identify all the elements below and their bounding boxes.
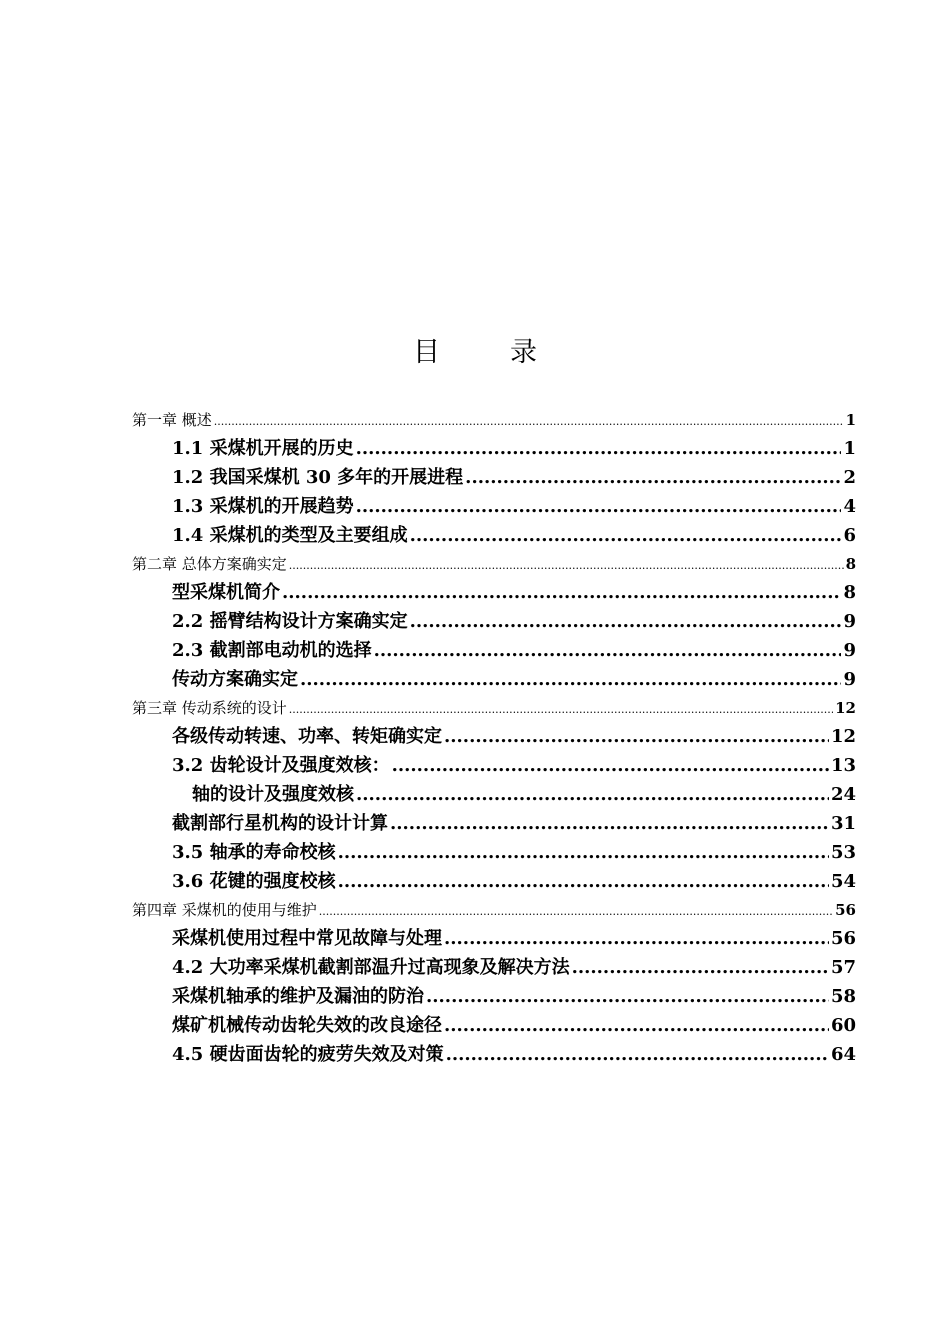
toc-entry-page-number: 1 — [843, 438, 856, 459]
toc-dot-leader — [289, 696, 833, 724]
toc-section-entry[interactable] — [132, 809, 856, 838]
toc-entry-page-number: 56 — [830, 928, 856, 949]
toc-dot-leader — [410, 521, 842, 550]
toc-section-entry[interactable] — [132, 780, 856, 809]
toc-entry-page-number: 64 — [830, 1044, 856, 1065]
toc-entry-label: 3.2 齿轮设计及强度效核： — [172, 755, 390, 776]
toc-dot-leader — [446, 1040, 829, 1069]
toc-entry-label: 3.6 花键的强度校核 — [172, 871, 336, 892]
toc-entry-page-number: 54 — [830, 871, 856, 892]
toc-entry-label: 截割部行星机构的设计计算 — [172, 813, 388, 834]
toc-dot-leader — [444, 1011, 829, 1040]
toc-entry-label: 采煤机使用过程中常见故障与处理 — [172, 928, 442, 949]
toc-entry-label: 1.3 采煤机的开展趋势 — [172, 496, 354, 517]
toc-entry-label: 第三章 传动系统的设计 — [132, 699, 287, 717]
toc-entry-page-number: 57 — [830, 957, 856, 978]
toc-section-entry[interactable] — [132, 1040, 856, 1069]
toc-entry-page-number: 58 — [830, 986, 856, 1007]
toc-entry-page-number: 8 — [845, 555, 856, 573]
toc-entry-label: 2.2 摇臂结构设计方案确实定 — [172, 611, 408, 632]
toc-entry-label: 2.3 截割部电动机的选择 — [172, 640, 372, 661]
toc-section-entry[interactable] — [132, 1011, 856, 1040]
toc-dot-leader — [338, 838, 829, 867]
toc-entry-label: 传动方案确实定 — [172, 669, 298, 690]
toc-entry-page-number: 9 — [843, 669, 856, 690]
toc-dot-leader — [374, 636, 842, 665]
toc-section-entry[interactable] — [132, 982, 856, 1011]
toc-section-entry[interactable] — [132, 607, 856, 636]
toc-section-entry[interactable] — [132, 665, 856, 694]
toc-dot-leader — [356, 492, 842, 521]
toc-entry-page-number: 12 — [830, 726, 856, 747]
toc-section-entry[interactable] — [132, 867, 856, 896]
toc-dot-leader — [289, 552, 844, 580]
toc-entry-page-number: 9 — [843, 640, 856, 661]
toc-section-entry[interactable] — [132, 463, 856, 492]
toc-entry-page-number: 4 — [843, 496, 856, 517]
toc-dot-leader — [426, 982, 829, 1011]
toc-dot-leader — [356, 434, 842, 463]
toc-entry-page-number: 9 — [843, 611, 856, 632]
toc-dot-leader — [300, 665, 841, 694]
toc-dot-leader — [392, 751, 829, 780]
toc-section-entry[interactable] — [132, 578, 856, 607]
toc-dot-leader — [444, 722, 829, 751]
toc-section-entry[interactable] — [132, 838, 856, 867]
toc-entry-page-number: 1 — [845, 411, 856, 429]
toc-dot-leader — [410, 607, 842, 636]
toc-dot-leader — [319, 898, 833, 926]
toc-entry-label: 第二章 总体方案确实定 — [132, 555, 287, 573]
table-of-contents — [132, 406, 856, 1069]
toc-entry-label: 煤矿机械传动齿轮失效的改良途径 — [172, 1015, 442, 1036]
toc-section-entry[interactable] — [132, 924, 856, 953]
toc-entry-label: 采煤机轴承的维护及漏油的防治 — [172, 986, 424, 1007]
toc-entry-label: 型采煤机简介 — [172, 582, 280, 603]
toc-entry-label: 1.2 我国采煤机 30 多年的开展进程 — [172, 467, 464, 488]
toc-section-entry[interactable] — [132, 434, 856, 463]
toc-section-entry[interactable] — [132, 521, 856, 550]
toc-section-entry[interactable] — [132, 722, 856, 751]
toc-entry-page-number: 13 — [830, 755, 856, 776]
toc-section-entry[interactable] — [132, 751, 856, 780]
toc-entry-page-number: 2 — [843, 467, 856, 488]
toc-entry-label: 轴的设计及强度效核 — [192, 784, 354, 805]
toc-entry-label: 各级传动转速、功率、转矩确实定 — [172, 726, 442, 747]
page-title — [0, 330, 950, 369]
toc-entry-label: 1.4 采煤机的类型及主要组成 — [172, 525, 408, 546]
toc-dot-leader — [282, 578, 841, 607]
toc-dot-leader — [390, 809, 829, 838]
toc-chapter-entry[interactable] — [132, 550, 856, 578]
toc-dot-leader — [465, 463, 841, 492]
page-title-char-2: 录 — [510, 337, 537, 368]
toc-section-entry[interactable] — [132, 636, 856, 665]
toc-entry-label: 1.1 采煤机开展的历史 — [172, 438, 354, 459]
toc-dot-leader — [444, 924, 829, 953]
toc-entry-label: 3.5 轴承的寿命校核 — [172, 842, 336, 863]
toc-entry-label: 4.2 大功率采煤机截割部温升过高现象及解决方法 — [172, 957, 570, 978]
toc-entry-page-number: 6 — [843, 525, 856, 546]
toc-section-entry[interactable] — [132, 953, 856, 982]
toc-chapter-entry[interactable] — [132, 406, 856, 434]
toc-chapter-entry[interactable] — [132, 694, 856, 722]
page-title-char-1: 目 — [413, 337, 440, 368]
toc-entry-page-number: 12 — [835, 699, 856, 717]
toc-dot-leader — [338, 867, 829, 896]
toc-entry-page-number: 8 — [843, 582, 856, 603]
toc-dot-leader — [214, 408, 844, 436]
toc-section-entry[interactable] — [132, 492, 856, 521]
toc-chapter-entry[interactable] — [132, 896, 856, 924]
toc-entry-label: 第四章 采煤机的使用与维护 — [132, 901, 317, 919]
toc-entry-page-number: 31 — [830, 813, 856, 834]
toc-entry-page-number: 60 — [830, 1015, 856, 1036]
toc-entry-page-number: 24 — [830, 784, 856, 805]
toc-entry-page-number: 56 — [835, 901, 856, 919]
toc-dot-leader — [356, 780, 829, 809]
toc-dot-leader — [572, 953, 829, 982]
toc-entry-label: 4.5 硬齿面齿轮的疲劳失效及对策 — [172, 1044, 444, 1065]
toc-entry-page-number: 53 — [830, 842, 856, 863]
toc-entry-label: 第一章 概述 — [132, 411, 212, 429]
